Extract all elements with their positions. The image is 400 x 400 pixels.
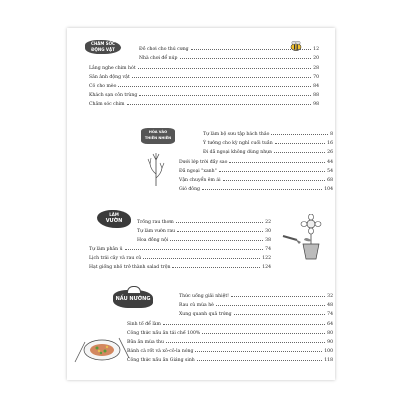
toc-entry[interactable]: Ý tưởng cho kỳ nghỉ cuối tuần 16: [203, 141, 333, 146]
toc-entry[interactable]: Rau củ mùa hè 48: [179, 303, 333, 308]
chef-hat-icon: [127, 286, 141, 294]
toc-entry[interactable]: Chăm sóc chim 98: [89, 102, 319, 107]
toc-entry[interactable]: Hoa đồng nội 38: [137, 238, 271, 243]
toc-entry[interactable]: Đồ chơi cho thú cưng 12: [139, 47, 319, 52]
section-title-line1: LÀM: [109, 212, 119, 217]
toc-entry[interactable]: Nhà chơi để núp 20: [139, 56, 319, 61]
toc-entry[interactable]: Tự làm bộ sưu tập bách thảo 8: [203, 132, 333, 137]
section-title: [113, 296, 153, 303]
toc-entry[interactable]: Tự làm vườn rau 30: [137, 229, 271, 234]
toc-entry[interactable]: Thức uống giải nhiệt! 32: [179, 294, 333, 299]
toc-entry[interactable]: Sinh tố để làm 64: [127, 322, 333, 327]
toc-entry[interactable]: Dưới lớp trời đầy sao 44: [179, 160, 333, 165]
toc-entry[interactable]: Công thức nấu ăn Giáng sinh 118: [127, 358, 333, 363]
table-of-contents-page: [67, 28, 335, 380]
section-title-line2: VƯỜN: [105, 218, 123, 224]
plate-illustration: [73, 334, 131, 364]
section-title-line2: ĐỘNG VẬT: [91, 47, 115, 52]
toc-entry[interactable]: Lắng nghe chim hót 28: [89, 66, 319, 71]
toc-entry[interactable]: Bữa ăn mùa thu 90: [127, 340, 333, 345]
section-title: [141, 130, 175, 141]
toc-entry[interactable]: Gió đông 104: [179, 187, 333, 192]
toc-entry[interactable]: Lịch trái cây và rau củ 122: [89, 256, 271, 261]
section-title-line2: THIÊN NHIÊN: [144, 135, 172, 140]
toc-entry[interactable]: Trồng rau thơm 22: [137, 220, 271, 225]
toc-entry[interactable]: Đi dã ngoại không dùng nhựa 26: [203, 150, 333, 155]
toc-entry[interactable]: Săn ảnh động vật 70: [89, 75, 319, 80]
toc-entry[interactable]: Vận chuyển êm ái 68: [179, 178, 333, 183]
toc-entry[interactable]: Cỏ cho mèo 84: [89, 84, 319, 89]
toc-entry[interactable]: Đã ngoại "xanh" 54: [179, 169, 333, 174]
flower-illustration: [147, 152, 165, 186]
toc-entry[interactable]: Xung quanh quả trứng 74: [179, 312, 333, 317]
section-title-line1: HÒA VÀO: [148, 130, 168, 134]
toc-entry[interactable]: Hạt giống nhỏ trở thành salad trộn 124: [89, 265, 271, 270]
section-title-line2: NẤU NƯỚNG: [115, 296, 151, 302]
toc-entry[interactable]: Tự làm phân ủ 74: [89, 247, 271, 252]
toc-entry[interactable]: Khách sạn côn trùng 88: [89, 93, 319, 98]
section-title: [97, 211, 131, 225]
section-title: [85, 41, 121, 53]
toc-entry[interactable]: Bánh cà rốt và xô-cô-la nóng 100: [127, 349, 333, 354]
potted-flower-illustration: [281, 214, 323, 260]
section-title-line1: CHĂM SÓC: [91, 41, 115, 46]
toc-entry[interactable]: Công thức nấu ăn tái chế 100% 80: [127, 331, 333, 336]
